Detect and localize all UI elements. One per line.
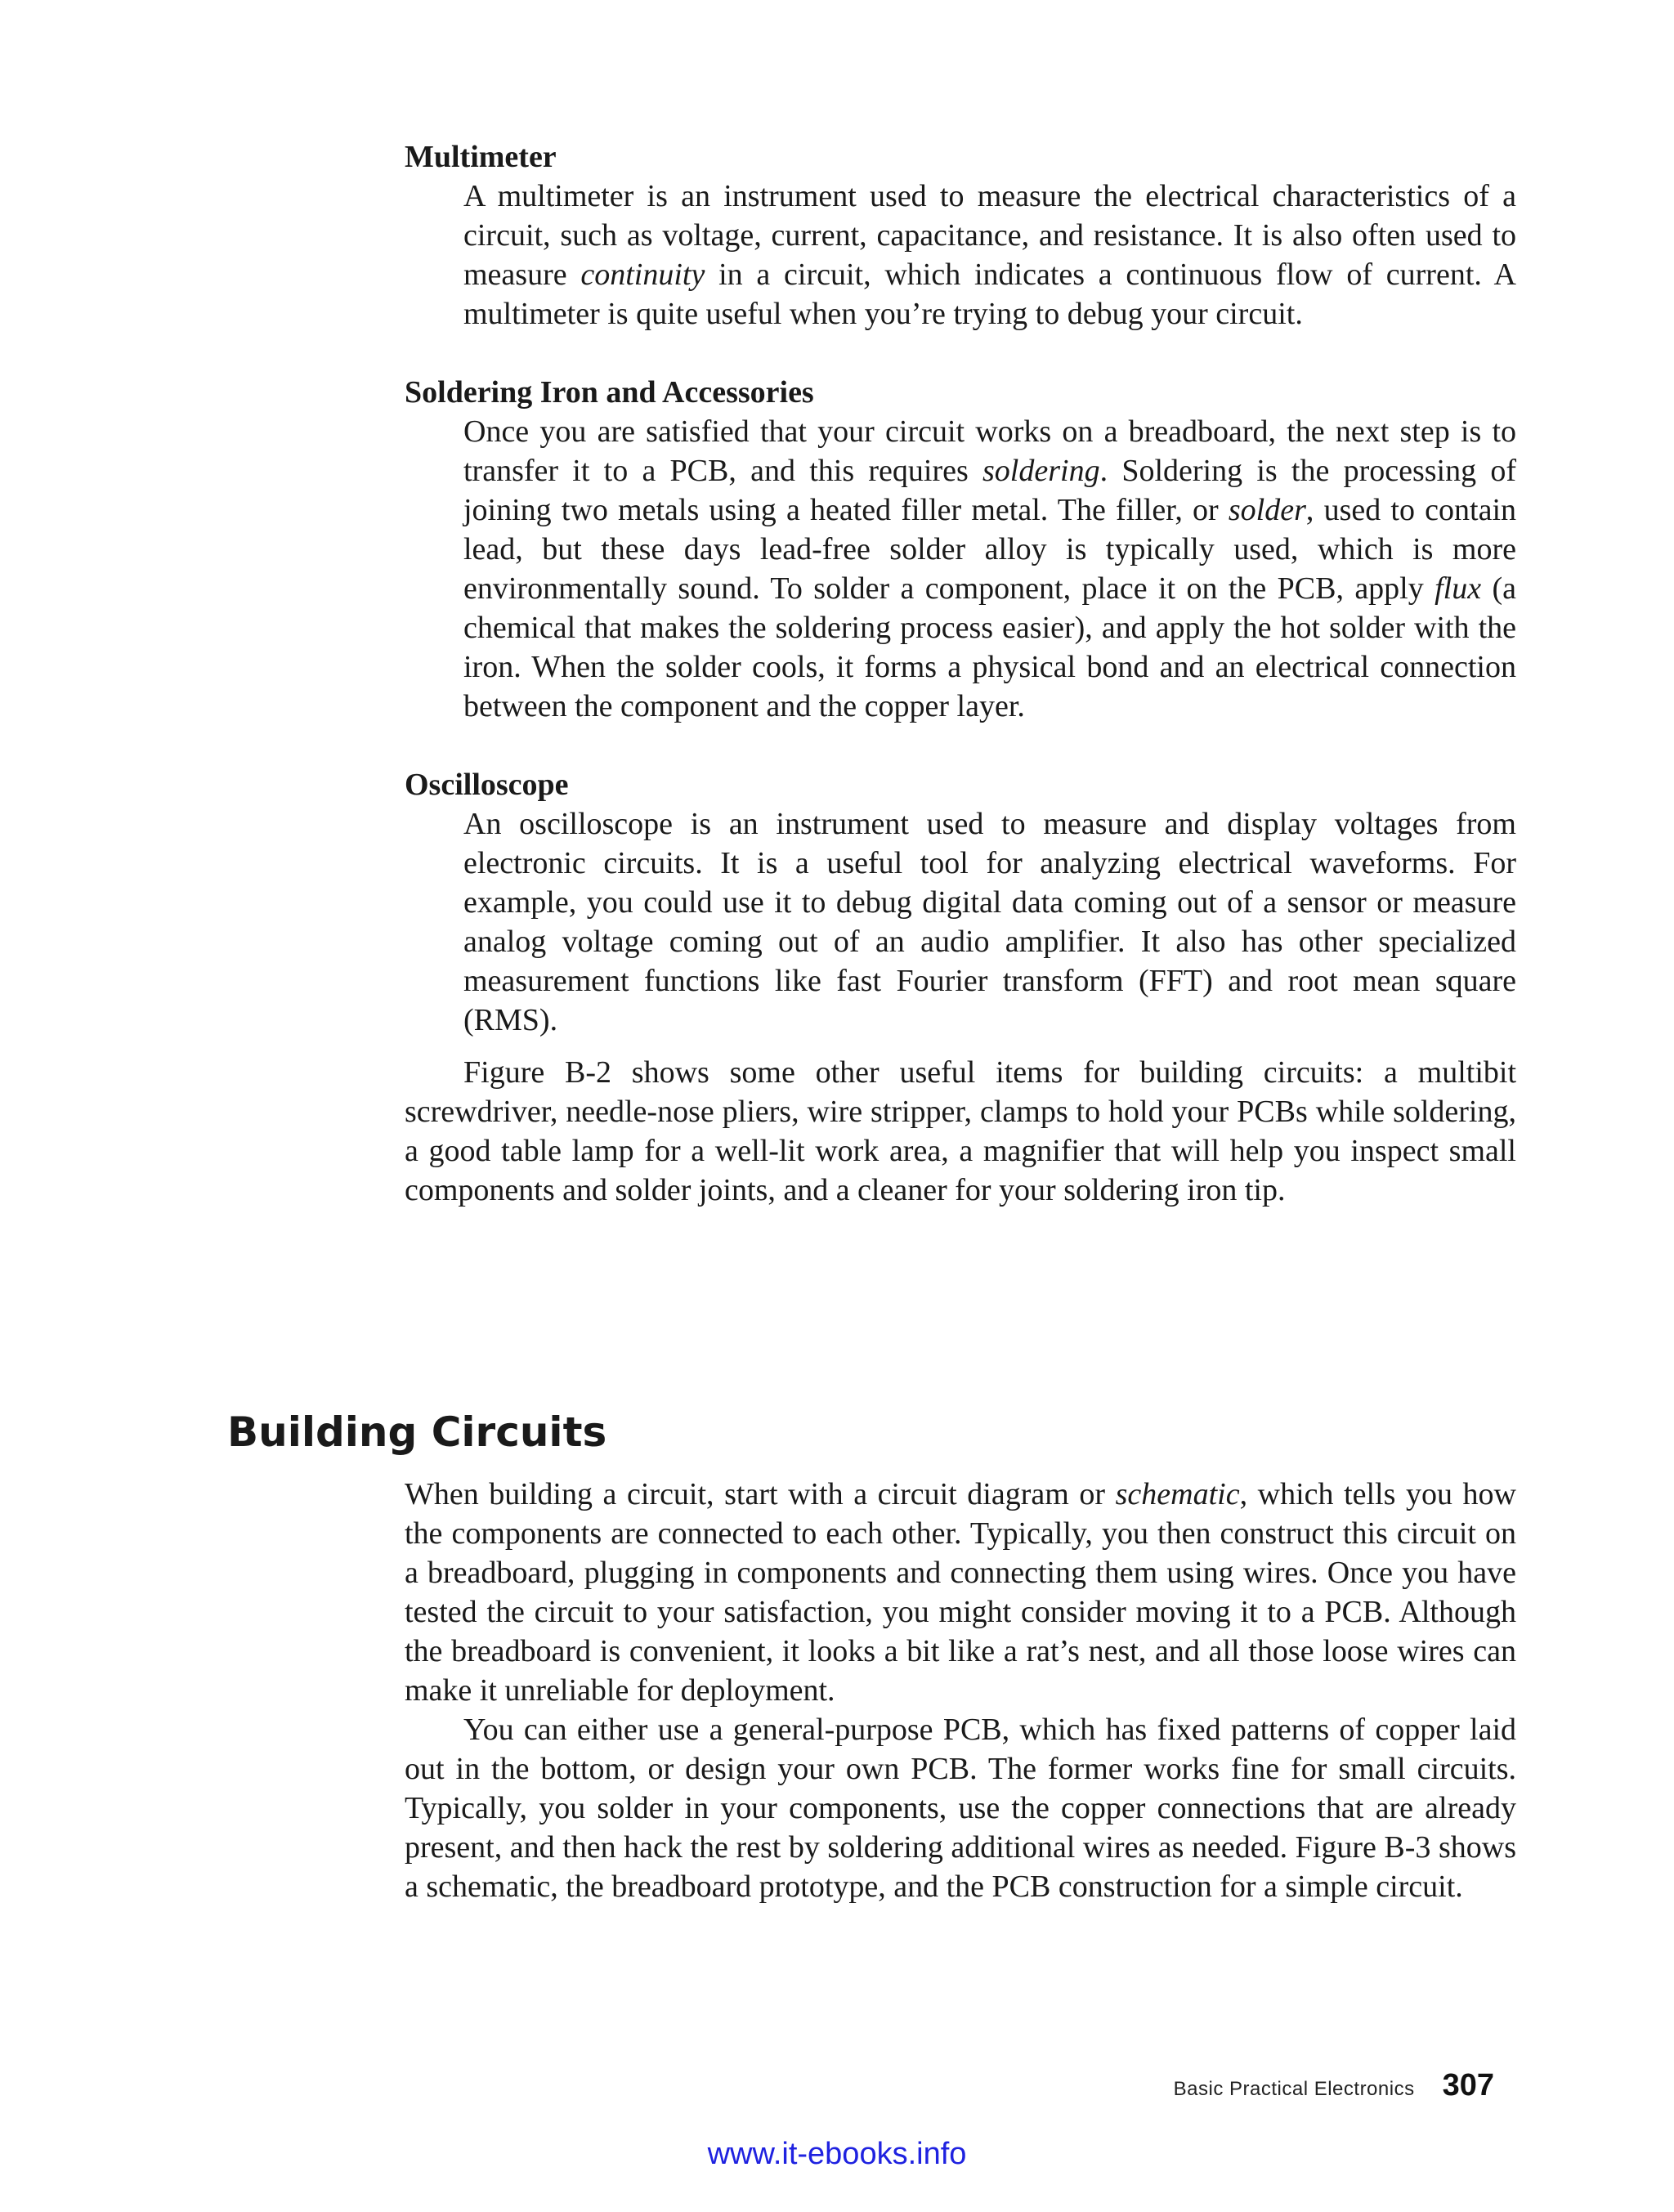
section-paragraph-2: You can either use a general-purpose PCB, which has fixed patterns of copper laid out in the bottom, or design your own PCB. The former works fine for small circuits. Typically, you solder in your components, use the copper connections that are already present, and then hack the rest by soldering additional wires as needed. Figure B-3 shows a schematic, the breadboard prototype, and the PCB construction for a simple circuit. (405, 1713, 1516, 1904)
definition-text: , used to contain lead, but these days lead-free solder alloy is typically used, which is more environmentally sound. To solder a component, place it on the PCB, apply (463, 493, 1517, 606)
page-number: 307 (1442, 2068, 1494, 2102)
term-soldering-iron: Soldering Iron and Accessories (405, 375, 814, 410)
emphasis-flux: flux (1435, 571, 1482, 606)
figure-paragraph: Figure B-2 shows some other useful items for building circuits: a multibit screwdriver, needle-nose pliers, wire stripper, clamps to hold your PCBs while soldering, a good table lamp for a well-lit work area, a magnifier that will help you inspect small components and solder joints, and a cleaner for your soldering iron tip. (405, 1055, 1516, 1207)
section-body (405, 1475, 1516, 1906)
definition-text: . Soldering is the processing of joining two metals using a heated filler metal. The filler, or (463, 454, 1517, 527)
definition-text: in a circuit, which indicates a continuous flow of current. A multimeter is quite useful when you’re trying to debug your circuit. (463, 257, 1516, 331)
definition-multimeter (463, 177, 1516, 334)
term-multimeter: Multimeter (405, 140, 557, 174)
term-oscilloscope: Oscilloscope (405, 768, 569, 802)
definition-oscilloscope: An oscilloscope is an instrument used to measure and display voltages from electronic circuits. It is a useful tool for analyzing electrical waveforms. For example, you could use it to debug digital data coming out of a sensor or measure analog voltage coming out of an audio amplifier. It also has other specialized measurement functions like fast Fourier transform (FFT) and root mean square (RMS). (463, 807, 1516, 1037)
section-paragraph-1 (405, 1475, 1516, 1710)
emphasis-schematic: schematic (1115, 1477, 1240, 1511)
emphasis-soldering: soldering (982, 454, 1100, 488)
emphasis-continuity: continuity (580, 257, 705, 292)
watermark-link[interactable]: www.it-ebooks.info (707, 2137, 967, 2171)
page-footer (1174, 2068, 1494, 2103)
definition-text: A multimeter is an instrument used to measure the electrical characteristics of a circuit, such as voltage, current, capacitance, and resistance. It is also often used to measure (463, 179, 1516, 292)
definition-soldering-iron (463, 412, 1516, 726)
paragraph-text: When building a circuit, start with a circuit diagram or (405, 1477, 1116, 1511)
paragraph-text: , which tells you how the components are connected to each other. Typically, you then construct this circuit on a breadboard, plugging in components and connecting them using wires. Once you have tested the circuit to your satisfaction, you might consider moving it to a PCB. Although the breadboard is convenient, it looks a bit like a rat’s nest, and all those loose wires can make it unreliable for deployment. (405, 1477, 1516, 1708)
emphasis-solder: solder (1228, 493, 1306, 527)
definition-text: Once you are satisfied that your circuit works on a breadboard, the next step is to transfer it to a PCB, and this requires (463, 414, 1516, 488)
definition-list (405, 137, 1516, 1210)
definition-text: (a chemical that makes the soldering process easier), and apply the hot solder with the iron. When the solder cools, it forms a physical bond and an electrical connection between the component and the copper layer. (463, 571, 1516, 723)
section-heading: Building Circuits (227, 1408, 607, 1456)
running-head: Basic Practical Electronics (1173, 2078, 1415, 2100)
